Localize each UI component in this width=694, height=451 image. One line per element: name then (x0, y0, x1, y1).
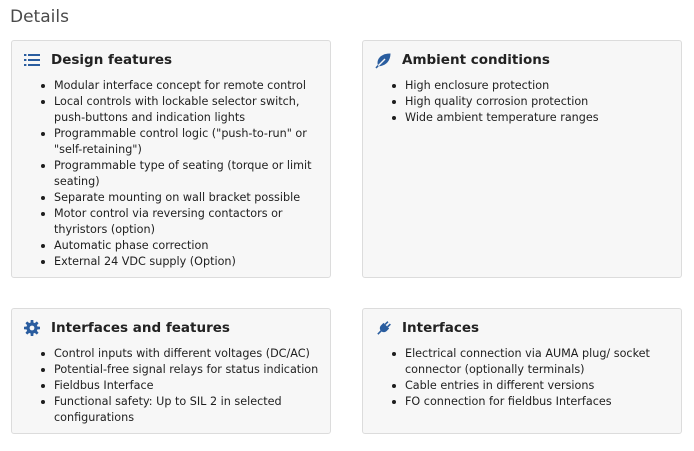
list-item: Potential-free signal relays for status indication (54, 362, 322, 378)
card-title: Interfaces and features (51, 320, 230, 336)
card-title: Interfaces (402, 320, 480, 336)
feature-list (36, 346, 322, 426)
plug-icon (374, 319, 392, 337)
list-item: External 24 VDC supply (Option) (54, 254, 322, 270)
list-item: Motor control via reversing contactors or thyristors (option) (54, 206, 322, 238)
interfaces-card (362, 308, 682, 434)
list-item: Local controls with lockable selector switch, push-buttons and indication lights (54, 94, 322, 126)
list-item: Electrical connection via AUMA plug/ socket connector (optionally terminals) (405, 346, 673, 378)
design-features-card (11, 40, 331, 278)
list-item: Wide ambient temperature ranges (405, 110, 673, 126)
list-item: Programmable control logic ("push-to-run" or "self-retaining") (54, 126, 322, 158)
card-header (374, 51, 550, 69)
feature-list (387, 78, 673, 126)
card-header (23, 319, 230, 337)
list-item: Cable entries in different versions (405, 378, 673, 394)
card-title: Design features (51, 52, 173, 68)
list-item: Programmable type of seating (torque or limit seating) (54, 158, 322, 190)
card-title: Ambient conditions (402, 52, 550, 68)
feature-list (36, 78, 322, 270)
feature-list (387, 346, 673, 410)
list-icon (23, 51, 41, 69)
list-item: High enclosure protection (405, 78, 673, 94)
list-item: Fieldbus Interface (54, 378, 322, 394)
card-header (23, 51, 172, 69)
list-item: High quality corrosion protection (405, 94, 673, 110)
interfaces-and-features-card (11, 308, 331, 434)
list-item: Modular interface concept for remote control (54, 78, 322, 94)
ambient-conditions-card (362, 40, 682, 278)
list-item: Functional safety: Up to SIL 2 in selected configurations (54, 394, 322, 426)
list-item: Control inputs with different voltages (DC/AC) (54, 346, 322, 362)
list-item: FO connection for fieldbus Interfaces (405, 394, 673, 410)
leaf-icon (374, 51, 392, 69)
card-header (374, 319, 479, 337)
list-item: Separate mounting on wall bracket possible (54, 190, 322, 206)
page-title: Details (10, 7, 69, 27)
gear-icon (23, 319, 41, 337)
list-item: Automatic phase correction (54, 238, 322, 254)
